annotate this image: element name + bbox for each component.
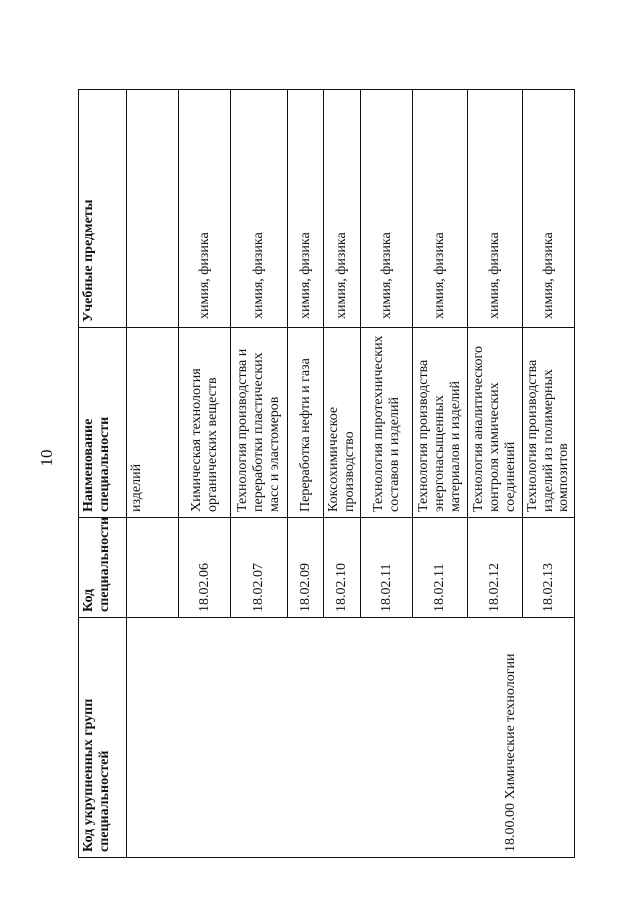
spec-subjects: химия, физика xyxy=(231,90,288,328)
specialties-table xyxy=(78,89,575,858)
cell-empty-subjects xyxy=(127,90,179,328)
page-number: 10 xyxy=(37,449,56,467)
group-cell: 18.00.00 Химические технологии xyxy=(127,618,575,858)
header-row xyxy=(79,90,127,858)
header-group-code: Код укрупненных групп специальностей xyxy=(79,618,127,858)
spec-name: Коксохимическое производство xyxy=(324,328,361,518)
spec-subjects: химия, физика xyxy=(413,90,468,328)
spec-code: 18.02.12 xyxy=(468,518,523,618)
spec-name: Технология производства изделий из полимерных композитов xyxy=(523,328,575,518)
spec-subjects: химия, физика xyxy=(523,90,575,328)
cell-empty-code xyxy=(127,518,179,618)
spec-name: Технология производства и переработки пластических масс и эластомеров xyxy=(231,328,288,518)
header-subjects: Учебные предметы xyxy=(79,90,127,328)
spec-subjects: химия, физика xyxy=(468,90,523,328)
spec-subjects: химия, физика xyxy=(288,90,324,328)
spec-subjects: химия, физика xyxy=(179,90,231,328)
spec-code: 18.02.09 xyxy=(288,518,324,618)
spec-subjects: химия, физика xyxy=(324,90,361,328)
spec-code: 18.02.13 xyxy=(523,518,575,618)
spec-code: 18.02.07 xyxy=(231,518,288,618)
spec-name: Технология аналитического контроля химических соединений xyxy=(468,328,523,518)
spec-code: 18.02.11 xyxy=(413,518,468,618)
spec-code: 18.02.10 xyxy=(324,518,361,618)
table-row-continuation xyxy=(127,90,179,858)
header-spec-name: Наименование специальности xyxy=(79,328,127,518)
spec-code: 18.02.06 xyxy=(179,518,231,618)
rotated-table-wrapper xyxy=(78,90,572,858)
spec-code: 18.02.11 xyxy=(361,518,413,618)
spec-name: Переработка нефти и газа xyxy=(288,328,324,518)
spec-name: Химическая технология органических веществ xyxy=(179,328,231,518)
spec-name: Технология производства энергонасыщенных материалов и изделий xyxy=(413,328,468,518)
spec-name: Технология пиротехнических составов и изделий xyxy=(361,328,413,518)
cell-continuation: изделий xyxy=(127,328,179,518)
spec-subjects: химия, физика xyxy=(361,90,413,328)
header-spec-code: Код специальности xyxy=(79,518,127,618)
